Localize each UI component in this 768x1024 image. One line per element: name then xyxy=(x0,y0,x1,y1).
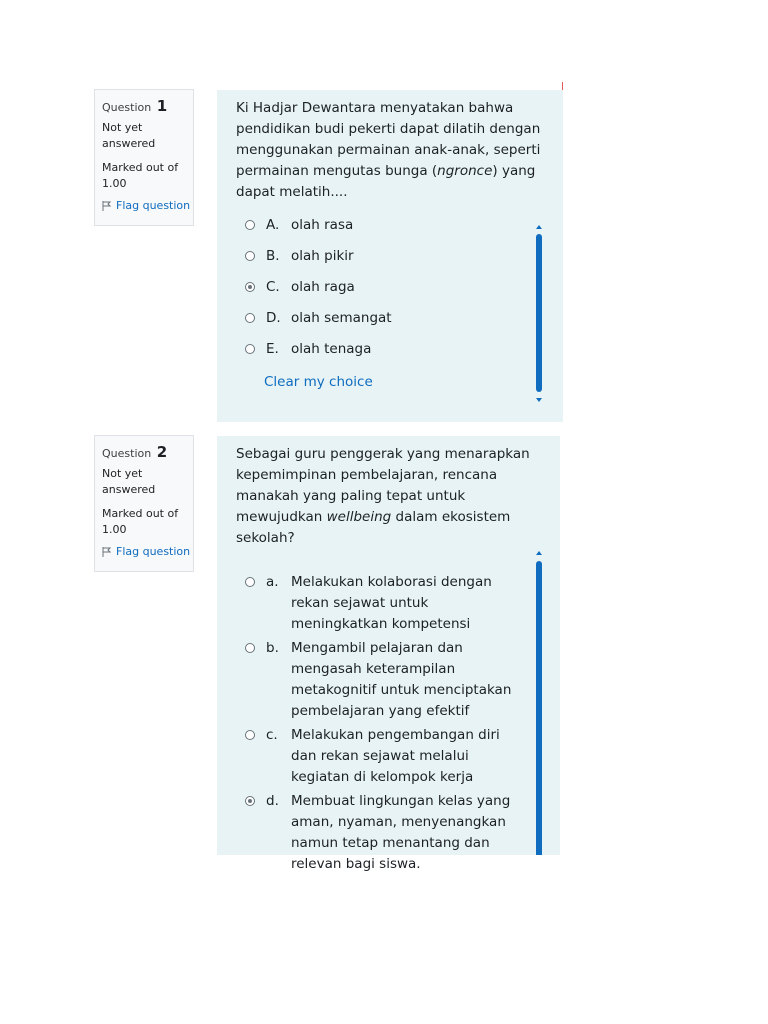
answer-option-d[interactable] xyxy=(236,791,526,875)
question-number xyxy=(102,98,193,116)
answer-letter: c. xyxy=(266,727,278,743)
answer-text: Mengambil pelajaran dan mengasah keterampilan metakognitif untuk menciptakan pembelajaran yang efektif xyxy=(291,640,512,719)
answer-list xyxy=(236,572,540,875)
radio-icon[interactable] xyxy=(245,282,255,292)
scroll-up-arrow[interactable] xyxy=(536,225,542,229)
question-info-2 xyxy=(94,435,194,572)
answer-letter: b. xyxy=(266,640,279,656)
scrollbar-thumb[interactable] xyxy=(536,561,542,855)
question-state: Not yet answered xyxy=(102,121,156,150)
question-label: Question xyxy=(102,447,152,460)
answer-text: olah pikir xyxy=(291,248,354,264)
answer-option-c[interactable] xyxy=(236,277,543,308)
radio-icon[interactable] xyxy=(245,577,255,587)
answer-text: olah semangat xyxy=(291,310,392,326)
radio-icon[interactable] xyxy=(245,730,255,740)
question-label: Question xyxy=(102,101,152,114)
question-text-italic: wellbeing xyxy=(326,509,392,525)
answer-text: olah raga xyxy=(291,279,355,295)
flag-question-label: Flag question xyxy=(116,545,191,558)
question-text xyxy=(236,444,540,549)
clear-choice-link[interactable]: Clear my choice xyxy=(264,374,373,390)
answer-text: Membuat lingkungan kelas yang aman, nyaman, menyenangkan namun tetap menantang dan relevan bagi siswa. xyxy=(291,793,511,872)
scroll-down-arrow[interactable] xyxy=(536,398,542,402)
question-text-part: Sebagai guru penggerak yang menarapkan kepemimpinan pembelajaran, rencana manakah yang paling tepat untuk mewujudkan xyxy=(236,446,530,525)
question-grade: Marked out of 1.00 xyxy=(102,507,179,536)
question-number-value: 2 xyxy=(156,443,168,461)
question-number xyxy=(102,444,193,462)
flag-icon xyxy=(102,201,111,211)
radio-icon[interactable] xyxy=(245,796,255,806)
question-text-part: dalam ekosistem sekolah? xyxy=(236,509,511,546)
answer-option-c[interactable] xyxy=(236,725,526,788)
flag-question-link[interactable] xyxy=(102,544,193,560)
scroll-up-arrow[interactable] xyxy=(536,551,542,555)
flag-icon xyxy=(102,547,111,557)
answer-option-b[interactable] xyxy=(236,246,543,277)
scrollbar-thumb[interactable] xyxy=(536,234,542,392)
answer-text: olah tenaga xyxy=(291,341,372,357)
answer-list xyxy=(236,215,543,393)
radio-icon[interactable] xyxy=(245,643,255,653)
question-text xyxy=(236,98,543,203)
radio-icon[interactable] xyxy=(245,220,255,230)
question-text-italic: ngronce xyxy=(437,163,493,179)
answer-option-e[interactable] xyxy=(236,339,543,370)
flag-question-label: Flag question xyxy=(116,199,191,212)
answer-option-a[interactable] xyxy=(236,572,526,635)
radio-icon[interactable] xyxy=(245,313,255,323)
answer-letter: E. xyxy=(266,341,279,357)
question-number-value: 1 xyxy=(156,97,168,115)
question-text-part: ) yang dapat melatih.... xyxy=(236,163,536,200)
answer-text: olah rasa xyxy=(291,217,354,233)
answer-option-d[interactable] xyxy=(236,308,543,339)
radio-icon[interactable] xyxy=(245,251,255,261)
answer-option-a[interactable] xyxy=(236,215,543,246)
question-grade: Marked out of 1.00 xyxy=(102,161,179,190)
answer-text: Melakukan kolaborasi dengan rekan sejawat untuk meningkatkan kompetensi xyxy=(291,574,492,632)
answer-letter: a. xyxy=(266,574,279,590)
flag-question-link[interactable] xyxy=(102,198,193,214)
question-content-1 xyxy=(217,90,563,422)
question-state: Not yet answered xyxy=(102,467,156,496)
question-info-1 xyxy=(94,89,194,226)
question-text-part: Ki Hadjar Dewantara menyatakan bahwa pendidikan budi pekerti dapat dilatih dengan menggunakan permainan anak-anak, seperti permainan mengutas bunga ( xyxy=(236,100,541,179)
answer-letter: D. xyxy=(266,310,281,326)
answer-option-b[interactable] xyxy=(236,638,526,722)
question-content-2 xyxy=(217,436,560,872)
radio-icon[interactable] xyxy=(245,344,255,354)
answer-letter: B. xyxy=(266,248,280,264)
answer-letter: d. xyxy=(266,793,279,809)
answer-letter: A. xyxy=(266,217,280,233)
answer-letter: C. xyxy=(266,279,280,295)
answer-text: Melakukan pengembangan diri dan rekan sejawat melalui kegiatan di kelompok kerja xyxy=(291,727,500,785)
